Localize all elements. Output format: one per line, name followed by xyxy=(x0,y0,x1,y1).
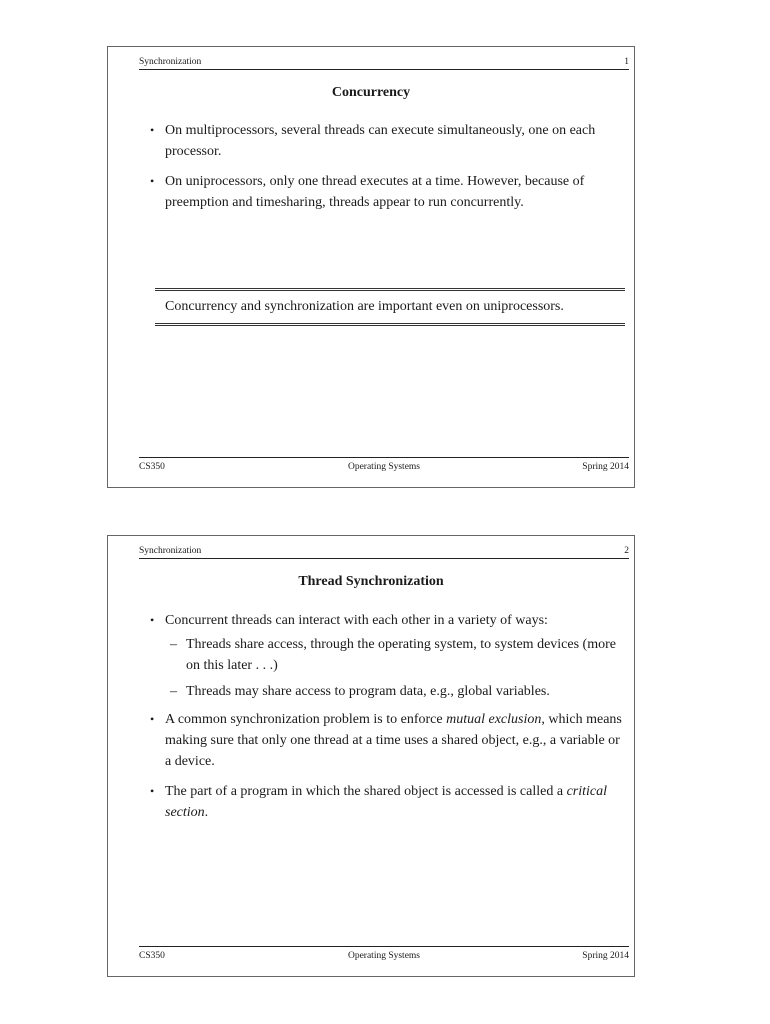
slide-footer xyxy=(139,457,629,473)
bullet-glyph: • xyxy=(150,174,155,188)
sub-text: Threads may share access to program data, e.g., global variables. xyxy=(186,684,550,699)
bullet-glyph: • xyxy=(150,613,155,627)
dash-glyph: – xyxy=(170,684,177,699)
footer-term: Spring 2014 xyxy=(582,462,629,472)
footer-subject: Operating Systems xyxy=(347,951,421,961)
footer-course: CS350 xyxy=(139,951,165,961)
bullet-text: On multiprocessors, several threads can execute simultaneously, one on each processor. xyxy=(165,123,596,159)
sub-text: Threads share access, through the operating system, to system devices (more on this later . . .) xyxy=(186,637,616,673)
slide-header xyxy=(139,545,629,559)
page-number: 2 xyxy=(624,546,629,556)
bullet-glyph: • xyxy=(150,123,155,137)
emphasis-mutual-exclusion: mutual exclusion xyxy=(446,712,542,727)
bullet-item xyxy=(150,781,626,823)
bullet-item xyxy=(150,610,626,702)
header-section: Synchronization xyxy=(139,546,202,556)
callout-box xyxy=(155,288,625,326)
slide-title: Thread Synchronization xyxy=(298,574,444,589)
bullet-item xyxy=(150,120,626,162)
sub-item xyxy=(165,634,626,676)
page-number: 1 xyxy=(624,57,629,67)
bullet-item xyxy=(150,171,626,213)
callout-text: Concurrency and synchronization are important even on uniprocessors. xyxy=(165,299,564,314)
header-section: Synchronization xyxy=(139,57,202,67)
slide-1 xyxy=(107,46,635,488)
footer-subject: Operating Systems xyxy=(347,462,421,472)
bullet-text-after: . xyxy=(204,805,209,820)
bullet-item xyxy=(150,709,626,772)
bullet-text-before: A common synchronization problem is to enforce xyxy=(165,712,447,727)
bullet-list xyxy=(150,610,626,823)
footer-course: CS350 xyxy=(139,462,165,472)
dash-glyph: – xyxy=(170,637,177,652)
bullet-text: On uniprocessors, only one thread executes at a time. However, because of preemption and timesharing, threads appear to run concurrently. xyxy=(165,174,585,210)
bullet-text-after: , which means making sure that only one thread at a time uses a shared object, e.g., a variable or a device. xyxy=(165,712,622,769)
bullet-text-before: The part of a program in which the shared object is accessed is called a xyxy=(165,784,567,799)
bullet-glyph: • xyxy=(150,784,155,798)
slide-2 xyxy=(107,535,635,977)
emphasis-critical-section: critical section xyxy=(165,784,608,820)
bullet-glyph: • xyxy=(150,712,155,726)
bullet-text: Concurrent threads can interact with each other in a variety of ways: xyxy=(165,613,548,628)
sub-list xyxy=(165,634,626,702)
bullet-list xyxy=(150,120,626,213)
slide-header xyxy=(139,56,629,70)
sub-item xyxy=(165,681,626,702)
slide-title: Concurrency xyxy=(331,85,411,100)
slide-footer xyxy=(139,946,629,962)
footer-term: Spring 2014 xyxy=(582,951,629,961)
